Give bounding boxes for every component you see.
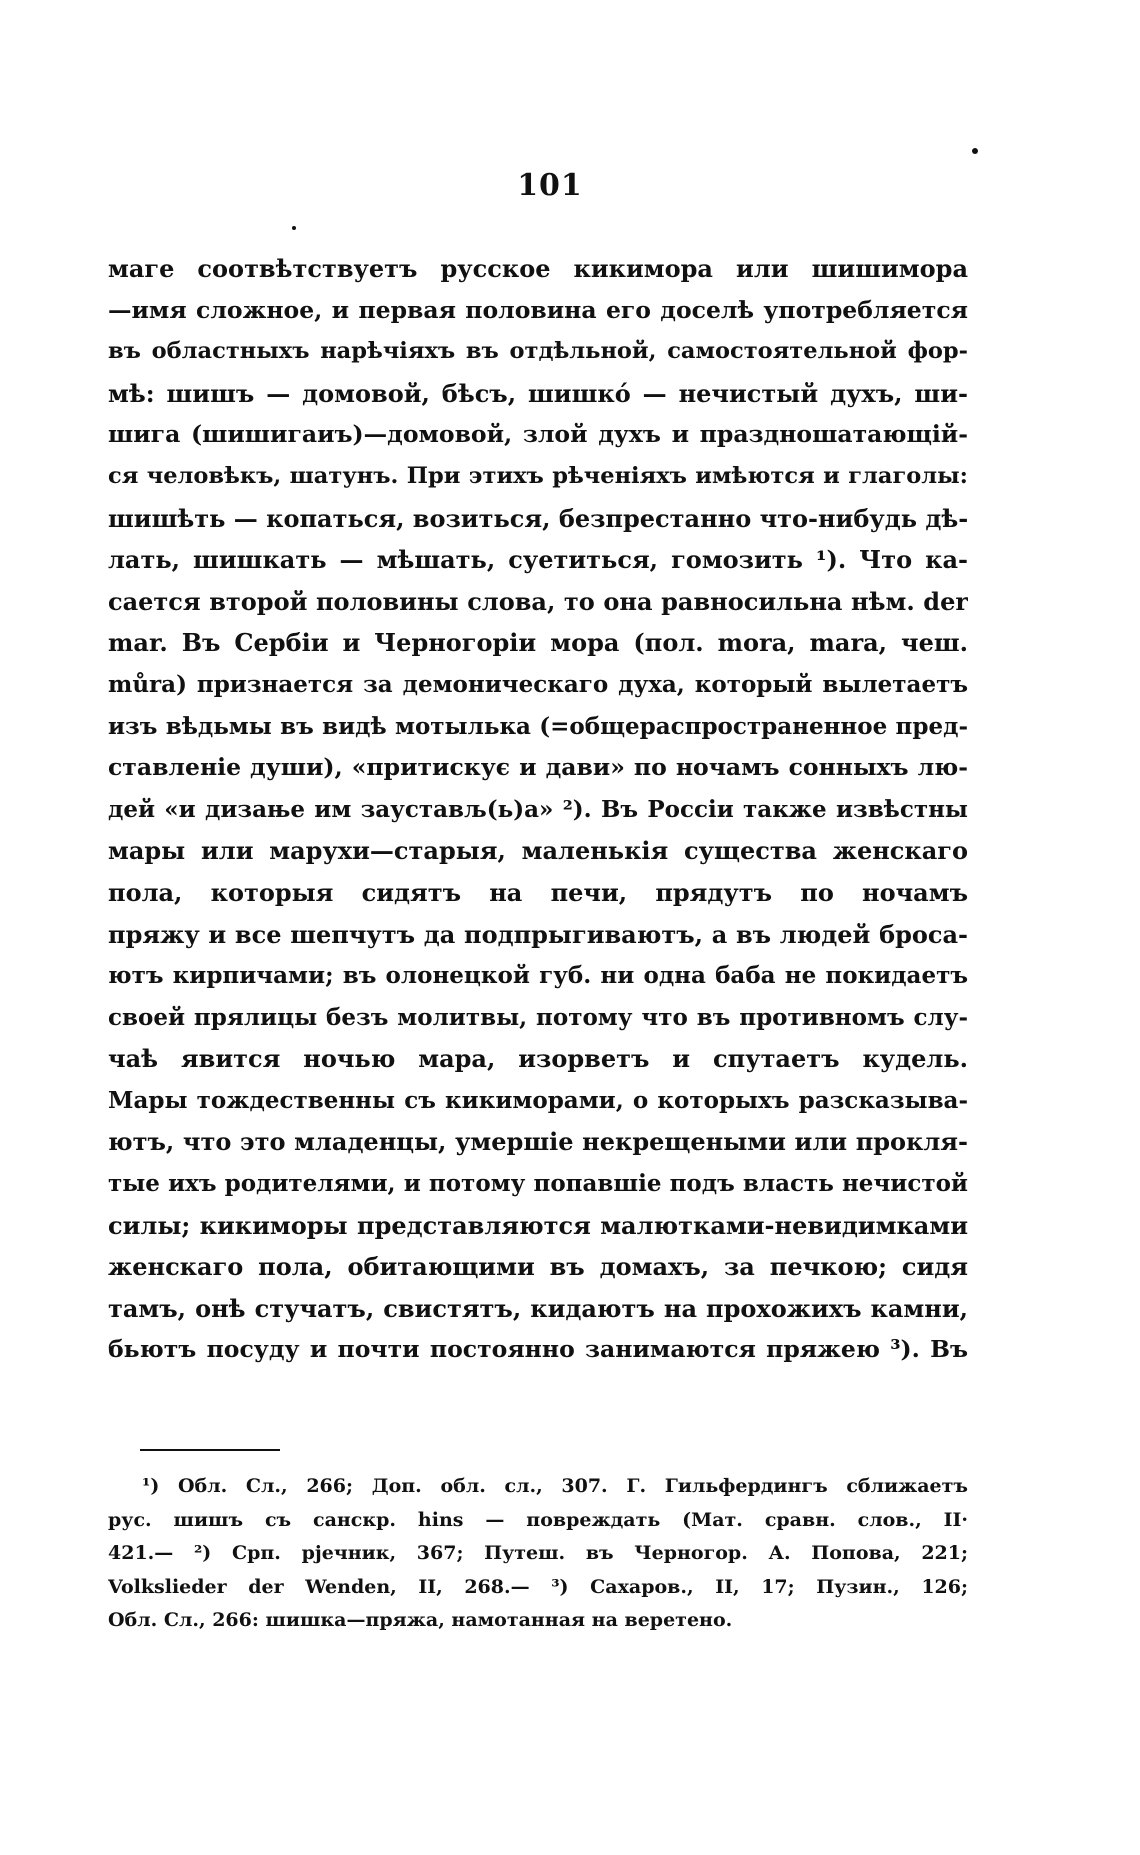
text-line: чаѣ явится ночью мара, изорветъ и спутаетъ кудель. (108, 1044, 968, 1074)
text-line: тамъ, онѣ стучатъ, свистятъ, кидаютъ на прохожихъ камни, (108, 1293, 968, 1323)
text-line: Мары тождественны съ кикиморами, о которыхъ разсказыва- (108, 1086, 968, 1114)
footnote-line: ¹) Обл. Сл., 266; Доп. обл. сл., 307. Г. Гильфердингъ сближаетъ (142, 1475, 968, 1497)
text-line: маге соотвѣтствуетъ русское кикимора или шишимора (108, 254, 968, 283)
text-line: ютъ кирпичами; въ олонецкой губ. ни одна баба не покидаетъ (108, 962, 968, 990)
text-line: лать, шишкать — мѣшать, суетиться, гомозить ¹). Что ка- (108, 545, 968, 575)
text-line: мары или марухи—старыя, маленькія существа женскаго (108, 836, 968, 866)
body-text (108, 248, 968, 1371)
text-line: пряжу и все шепчутъ да подпрыгиваютъ, а въ людей броса- (108, 919, 968, 949)
footnote-line: рус. шишъ съ санскр. hins — повреждать (Мат. сравн. слов., II· (108, 1508, 968, 1531)
text-line: шига (шишигаиъ)—домовой, злой духъ и праздношатающій- (108, 420, 968, 449)
text-line: дей «и дизање им заустављ(ь)а» ²). Въ Россіи также извѣстны (108, 795, 968, 823)
text-line: můra) признается за демоническаго духа, который вылетаетъ (108, 670, 968, 698)
text-line: ютъ, что это младенцы, умершіе некрещеными или прокля- (108, 1127, 968, 1157)
footnote-line: Обл. Сл., 266: шишка—пряжа, намотанная на веретено. (108, 1609, 733, 1631)
footnote-divider (140, 1449, 280, 1451)
text-line: мѣ: шишъ — домовой, бѣсъ, шишкó — нечистый духъ, ши- (108, 378, 968, 408)
text-line: шишѣть — копаться, возиться, безпрестанно что-нибудь дѣ- (108, 503, 968, 533)
text-line: тые ихъ родителями, и потому попавшіе подъ власть нечистой (108, 1170, 968, 1198)
text-line: бьютъ посуду и почти постоянно занимаются пряжею ³). Въ (108, 1335, 968, 1364)
footnote-line: 421.— ²) Срп. рјечник, 367; Путеш. въ Черногор. А. Попова, 221; (108, 1542, 968, 1564)
text-line: женскаго пола, обитающими въ домахъ, за печкою; сидя (108, 1252, 968, 1282)
text-line: ся человѣкъ, шатунъ. При этихъ рѣченіяхъ имѣются и глаголы: (108, 462, 968, 489)
text-line: силы; кикиморы представляются малютками-невидимками (108, 1210, 968, 1240)
text-line: пола, которыя сидятъ на печи, прядутъ по ночамъ (108, 877, 968, 907)
text-line: въ областныхъ нарѣчіяхъ въ отдѣльной, самостоятельной фор- (108, 338, 968, 365)
text-line: —имя сложное, и первая половина его доселѣ употребляется (108, 295, 968, 324)
footnote-line: Volkslieder der Wenden, II, 268.— ³) Сахаров., II, 17; Пузин., 126; (108, 1575, 968, 1598)
text-line: ставленіе души), «притискує и дави» по ночамъ сонныхъ лю- (108, 753, 968, 782)
footnotes (108, 1470, 968, 1638)
page-number: 101 (517, 168, 583, 203)
text-line: сается второй половины слова, то она равносильна нѣм. der (108, 586, 968, 616)
ink-speck (972, 148, 978, 154)
ink-speck (292, 226, 296, 230)
text-line: своей прялицы безъ молитвы, потому что въ противномъ слу- (108, 1003, 968, 1031)
text-line: mar. Въ Сербіи и Черногоріи мора (пол. mora, mara, чеш. (108, 628, 968, 658)
text-line: изъ вѣдьмы въ видѣ мотылька (=общераспространенное пред- (108, 712, 968, 740)
